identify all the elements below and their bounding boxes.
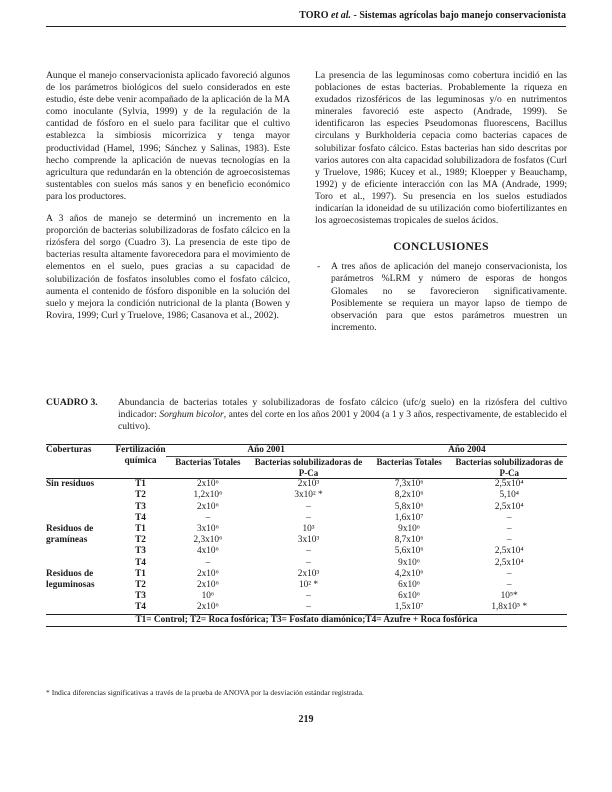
cell-solub-2004: 5,10⁴: [499, 490, 519, 501]
cell-totales-2001: 2,3x10⁶: [193, 535, 223, 546]
data-table: [46, 444, 567, 627]
header-fertilizacion: Fertilización química: [115, 445, 166, 467]
cell-totales-2004: 6x10⁶: [398, 591, 421, 602]
cell-totales-2001: 1,2x10⁶: [193, 490, 223, 501]
header-totales-2004: Bacterias Totales: [376, 457, 442, 468]
table-body: [46, 479, 567, 614]
header-author: TORO: [299, 10, 329, 21]
header-title: - Sistemas agrícolas bajo manejo conservacionista: [353, 10, 566, 21]
running-header: [46, 10, 566, 21]
treatment-cell: T2: [135, 580, 146, 591]
cell-totales-2004: 8,7x10⁶: [394, 535, 424, 546]
treatment-cell: T4: [135, 512, 146, 523]
caption-text: [118, 397, 567, 433]
group-name: Residuos de gramíneas: [46, 524, 94, 546]
table-row: [46, 546, 567, 557]
section-title-conclusiones: CONCLUSIONES: [393, 241, 489, 254]
cell-totales-2004: 8,2x10⁶: [394, 490, 424, 501]
left-column: [46, 70, 290, 332]
cell-solub-2001: –: [306, 512, 311, 523]
cell-totales-2001: –: [205, 512, 211, 523]
cell-solub-2001: –: [306, 602, 311, 613]
table-row: [46, 580, 567, 591]
treatment-cell: T2: [135, 535, 146, 546]
treatment-cell: T1: [135, 568, 146, 579]
header-coberturas: Coberturas: [46, 445, 92, 455]
cell-solub-2001: 10³: [302, 524, 315, 535]
caption-species: Sorghum bicolor: [159, 409, 224, 420]
table-row: [46, 490, 567, 501]
treatment-cell: T1: [135, 524, 146, 535]
table-row: [46, 602, 567, 614]
cell-totales-2001: 2x10⁶: [196, 580, 219, 591]
cell-solub-2004: –: [506, 568, 512, 579]
cell-solub-2004: 2,5x10⁴: [494, 479, 524, 490]
cell-totales-2004: 4,2x10⁶: [394, 568, 424, 579]
header-year-2001: Año 2001: [166, 445, 367, 457]
cell-solub-2004: –: [506, 580, 512, 591]
group-name: Sin residuos: [46, 479, 95, 490]
right-column: [315, 70, 567, 334]
caption-part-2: , antes del corte en los años 2001 y 2004 (a 1 y 3 años, respectivamente, de establecido el cultivo).: [118, 409, 568, 432]
cell-solub-2004: 2,5x10⁴: [494, 546, 524, 557]
table-legend: T1= Control; T2= Roca fosfórica; T3= Fosfato diamónico;T4= Azufre + Roca fosfórica: [135, 614, 478, 625]
cell-solub-2004: 2,5x10⁴: [494, 501, 524, 512]
table-row: [46, 535, 567, 546]
right-paragraph: La presencia de las leguminosas como cobertura incidió en las poblaciones de estas bacterias. Probablemente la riqueza en exudados rizosféricos de las leguminosas y/o en nutrimentos minerales favoreció este aspecto (Andrade, 1999). Se identificaron las especies Pseudomonas fluorescens, Bacillus circulans y Burkholderia cepacia como bacterias capaces de solubilizar fosfato cálcico. Estas bacterias han sido descritas por varios autores con alta capacidad solubilizadora de fosfatos (Curl y Truelove, 1986; Kucey et al., 1989; Kloepper y Beauchamp, 1992) y de eficiente interacción con las MA (Andrade, 1999; Toro et al., 1997). Su presencia en los suelos estudiados indicarían la idoneidad de su utilización como biofertilizantes en los agroecosistemas tropicales de suelos ácidos.: [315, 70, 567, 227]
page-number: 219: [298, 714, 314, 725]
cell-solub-2004: –: [506, 535, 512, 546]
cell-totales-2001: 10⁶: [201, 591, 215, 602]
cell-totales-2004: 1,6x10⁷: [394, 512, 424, 523]
cell-totales-2001: 3x10⁶: [196, 524, 219, 535]
cell-totales-2004: 9x10⁶: [398, 557, 421, 568]
treatment-cell: T3: [135, 591, 146, 602]
header-year-2004: Año 2004: [367, 445, 567, 457]
bullet-text: A tres años de aplicación del manejo conservacionista, los parámetros %LRM y número de esporas de hongos Glomales no se favorecieron significativamente. Posiblemente se requiera un mayor lapso de tiempo de observación para que estos parámetros muestren un incremento.: [331, 261, 567, 333]
table-footnote: * Indica diferencias significativas a través de la prueba de ANOVA por la desviación estándar registrada.: [46, 688, 364, 697]
cell-totales-2001: –: [205, 557, 211, 568]
cell-totales-2004: 7,3x10⁶: [394, 479, 424, 490]
cell-solub-2004: –: [506, 512, 512, 523]
header-rule: [46, 26, 566, 27]
cell-solub-2004: –: [506, 524, 512, 535]
table-row: [46, 591, 567, 602]
cell-solub-2001: 10² *: [298, 580, 319, 591]
header-solub-2001: Bacterias solubilizadoras de P-Ca: [254, 457, 363, 478]
treatment-cell: T1: [135, 479, 146, 490]
table-row: [46, 479, 567, 491]
group-name: Residuos de leguminosas: [46, 568, 95, 591]
header-etal: et al.: [331, 10, 352, 21]
table-legend-row: [46, 614, 567, 626]
cell-solub-2004: 10⁵*: [500, 591, 518, 602]
treatment-cell: T3: [135, 501, 146, 512]
cell-solub-2004: 2,5x10⁴: [494, 557, 524, 568]
bullet-dash: -: [317, 261, 321, 273]
cell-totales-2001: 2x10⁶: [196, 602, 219, 613]
cell-solub-2001: 2x10³: [297, 479, 320, 490]
caption-label: CUADRO 3.: [46, 397, 98, 408]
table-caption: [46, 397, 567, 433]
header-solub-2004: Bacterias solubilizadoras de P-Ca: [455, 457, 563, 478]
left-paragraph-1: Aunque el manejo conservacionista aplicado favoreció algunos de los parámetros biológicos del suelo considerados en este estudio, éste debe venir acompañado de la aplicación de la MA como inoculante (Sylvia, 1999) y de la regulación de la cantidad de fósforo en el suelo para facilitar que el cultivo establezca la simbiosis micorrízica y tenga mayor productividad (Hamel, 1996; Sánchez y Salinas, 1983). Este hecho comprende la aplicación de nuevas tecnologías en la agricultura que redundarán en la obtención de agroecosistemas sustentables con suelos más sanos y en beneficio económico para los productores.: [46, 70, 290, 202]
treatment-cell: T4: [135, 557, 146, 568]
cell-totales-2004: 5,8x10⁶: [394, 501, 424, 512]
cell-totales-2001: 4x10⁶: [196, 546, 219, 557]
left-paragraph-2: A 3 años de manejo se determinó un incremento en la proporción de bacterias solubilizadoras de fosfato cálcico en la rizósfera del sorgo (Cuadro 3). La presencia de este tipo de bacterias resulta altamente favorecedora para el movimiento de elementos en el suelo, pues gracias a su capacidad de solubilización de fosfatos insolubles como el fosfato cálcico, aumenta el contenido de fósforo disponible en la solución del suelo y mejora la condición nutricional de la planta (Bowen y Rovira, 1999; Curl y Truelove, 1986; Casanova et al., 2002).: [46, 213, 290, 321]
table-row: [46, 524, 567, 535]
table-row: [46, 513, 567, 524]
cell-solub-2001: –: [306, 546, 311, 557]
cell-totales-2001: 2x10⁶: [196, 568, 219, 579]
cell-solub-2001: 3x10³: [297, 535, 320, 546]
conclusion-bullet: [315, 261, 567, 334]
treatment-cell: T3: [135, 546, 146, 557]
treatment-cell: T4: [135, 602, 146, 613]
cell-totales-2001: 2x10⁶: [196, 501, 219, 512]
cell-totales-2004: 9x10⁶: [398, 524, 421, 535]
treatment-cell: T2: [135, 490, 146, 501]
header-totales-2001: Bacterias Totales: [175, 457, 241, 468]
caption-part-1: Abundancia de bacterias totales y solubilizadoras de fosfato cálcico (ufc/g suelo) en la rizósfera del cultivo indicador:: [118, 397, 567, 420]
cell-totales-2004: 1,5x10⁷: [394, 602, 424, 613]
table-row: [46, 558, 567, 569]
cell-totales-2001: 2x10⁶: [196, 479, 219, 490]
cell-totales-2004: 5,6x10⁶: [394, 546, 424, 557]
cell-solub-2001: –: [306, 501, 311, 512]
cell-totales-2004: 6x10⁶: [398, 580, 421, 591]
cell-solub-2001: 2x10³: [297, 568, 320, 579]
table-row: [46, 569, 567, 580]
cell-solub-2001: 3x10² *: [294, 490, 323, 501]
cell-solub-2001: –: [306, 591, 311, 602]
cell-solub-2001: –: [306, 557, 311, 568]
table-row: [46, 502, 567, 513]
cell-solub-2004: 1,8x10⁵ *: [491, 602, 528, 613]
